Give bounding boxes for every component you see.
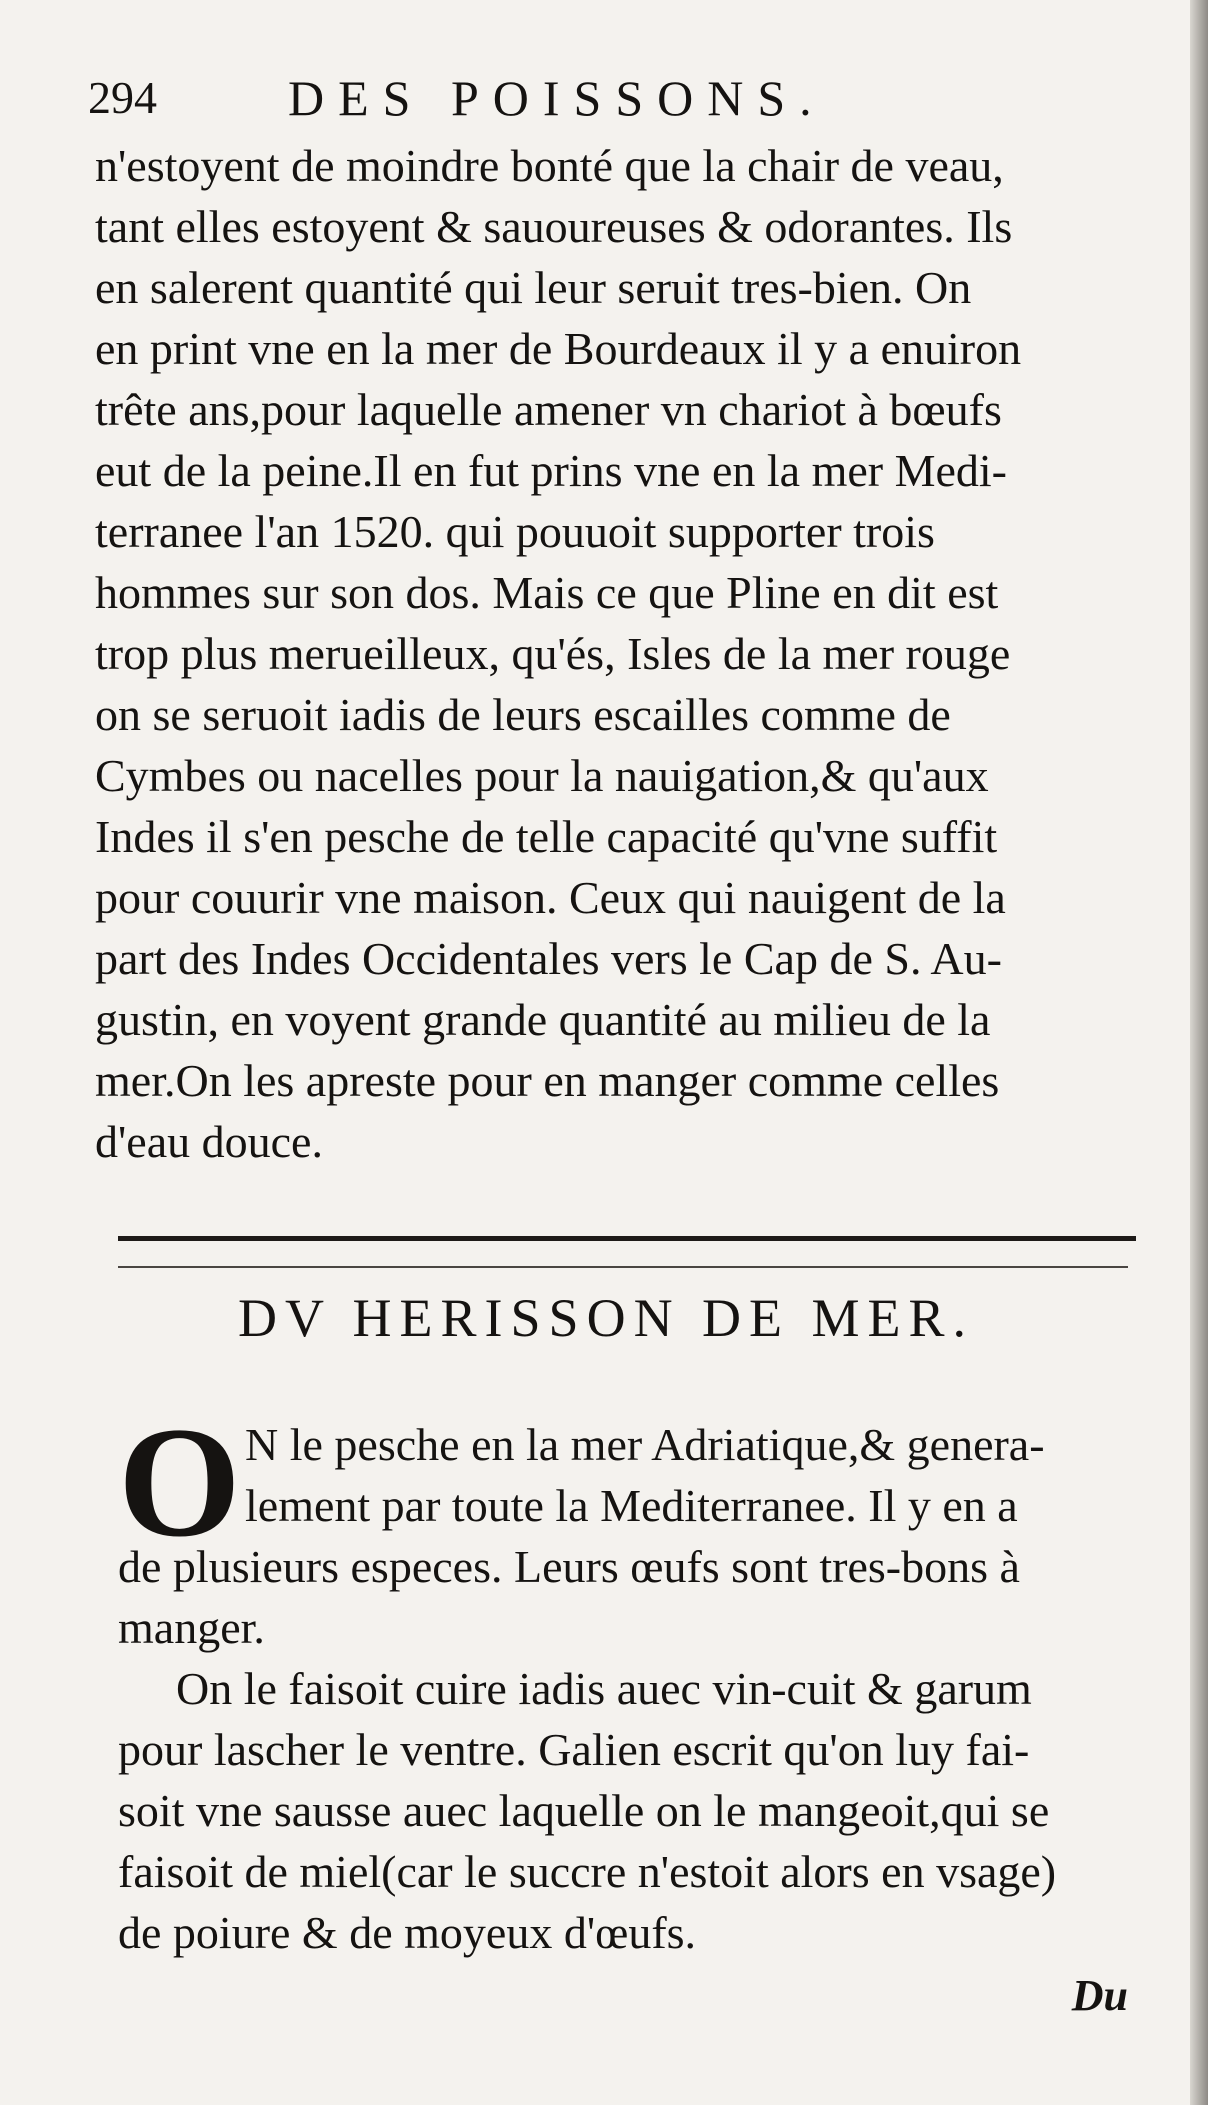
- section-divider-thin: [118, 1266, 1128, 1268]
- text-line: Cymbes ou nacelles pour la nauigation,& qu'aux: [95, 750, 989, 801]
- page-header: [88, 62, 1138, 134]
- text-line: tant elles estoyent & sauoureuses & odorantes. Ils: [95, 201, 1013, 252]
- page-number: 294: [88, 72, 157, 123]
- text-block-herisson-start: [245, 1414, 1138, 1536]
- section-title: DV HERISSON DE MER.: [238, 1288, 975, 1348]
- running-head: DES POISSONS.: [288, 70, 826, 126]
- text-line: manger.: [118, 1602, 265, 1653]
- text-line: part des Indes Occidentales vers le Cap de S. Au-: [95, 933, 1002, 984]
- drop-cap: O: [118, 1395, 241, 1570]
- text-line: hommes sur son dos. Mais ce que Pline en dit est: [95, 567, 999, 618]
- text-line: soit vne sausse auec laquelle on le mangeoit,qui se: [118, 1785, 1050, 1836]
- text-line: en print vne en la mer de Bourdeaux il y a enuiron: [95, 323, 1022, 374]
- text-line: N le pesche en la mer Adriatique,& genera-: [245, 1419, 1045, 1470]
- text-line: trop plus merueilleux, qu'és, Isles de la mer rouge: [95, 628, 1011, 679]
- text-line: lement par toute la Mediterranee. Il y en a: [245, 1480, 1018, 1531]
- page-edge-shadow: [1190, 0, 1208, 2105]
- text-line: en salerent quantité qui leur seruit tres-bien. On: [95, 262, 972, 313]
- text-line: On le faisoit cuire iadis auec vin-cuit & garum: [176, 1663, 1032, 1714]
- text-block-poissons: [95, 135, 1140, 1172]
- text-line: pour lascher le ventre. Galien escrit qu'on luy fai-: [118, 1724, 1030, 1775]
- text-line: eut de la peine.Il en fut prins vne en la mer Medi-: [95, 445, 1008, 496]
- text-line: de plusieurs especes. Leurs œufs sont tres-bons à: [118, 1541, 1020, 1592]
- text-line: d'eau douce.: [95, 1116, 323, 1167]
- section-divider-thick: [118, 1236, 1136, 1241]
- text-line: Indes il s'en pesche de telle capacité qu'vne suffit: [95, 811, 998, 862]
- text-line: trête ans,pour laquelle amener vn chariot à bœufs: [95, 384, 1002, 435]
- text-line: terranee l'an 1520. qui pouuoit supporter trois: [95, 506, 935, 557]
- catchword: Du: [1071, 1971, 1128, 2020]
- text-block-herisson: [118, 1536, 1138, 1963]
- text-line: gustin, en voyent grande quantité au milieu de la: [95, 994, 991, 1045]
- text-line: pour couurir vne maison. Ceux qui nauigent de la: [95, 872, 1006, 923]
- text-line: n'estoyent de moindre bonté que la chair de veau,: [95, 140, 1004, 191]
- text-line: on se seruoit iadis de leurs escailles comme de: [95, 689, 951, 740]
- text-line: faisoit de miel(car le succre n'estoit alors en vsage): [118, 1846, 1057, 1897]
- text-line: de poiure & de moyeux d'œufs.: [118, 1907, 697, 1958]
- text-line: mer.On les apreste pour en manger comme celles: [95, 1055, 1000, 1106]
